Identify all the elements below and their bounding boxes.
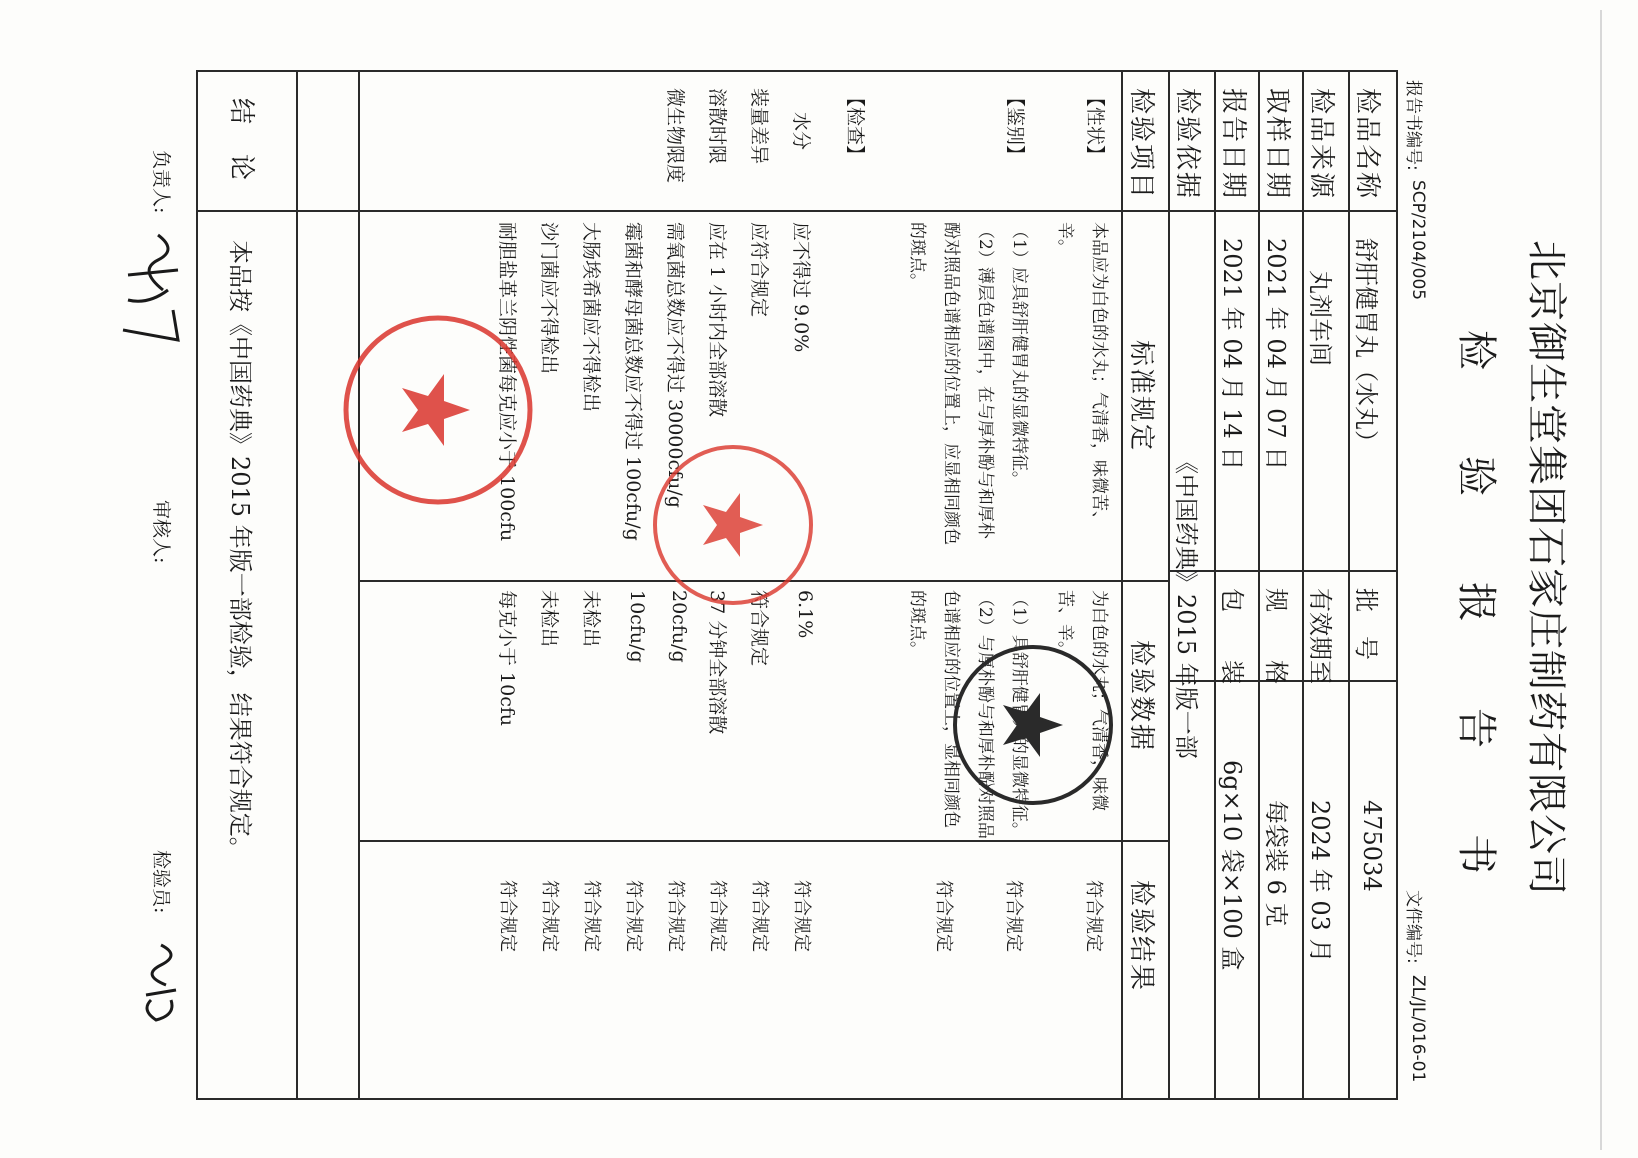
test-result: 符合规定 <box>791 880 812 952</box>
file-number-label: 文件编号: <box>1403 890 1423 964</box>
source: 丸剂车间 <box>1306 270 1334 366</box>
sample-date: 2021 年 04 月 07 日 <box>1262 238 1290 471</box>
test-standard: 需氧菌总数应不得过 30000cfu/g <box>664 222 686 508</box>
section-tests: 【检查】 <box>844 88 866 165</box>
test-data: 未检出 <box>538 590 560 648</box>
red-seal-main <box>338 310 538 510</box>
table-border-top <box>1396 70 1398 1100</box>
table-col-data <box>360 840 1170 842</box>
identification-standard-4: 的斑点。 <box>907 222 927 290</box>
sample-date-label: 取样日期 <box>1262 88 1292 201</box>
test-data: 10cfu/g <box>626 590 648 663</box>
header-item: 检验项目 <box>1126 88 1156 201</box>
table-line-row4 <box>1214 70 1216 1100</box>
character-data-2: 苦、辛。 <box>1055 590 1075 658</box>
test-standard: 应符合规定 <box>748 222 770 318</box>
character-result: 符合规定 <box>1083 880 1104 952</box>
batch-number: 475034 <box>1358 800 1386 892</box>
test-standard: 应在 1 小时内全部溶散 <box>706 222 728 418</box>
character-standard-1: 本品应为白色的水丸；气清香，味微苦、 <box>1089 222 1109 528</box>
test-data: 未检出 <box>580 590 602 648</box>
basis: 《中国药典》2015 年版一部 <box>1172 450 1200 759</box>
test-result: 符合规定 <box>623 880 644 952</box>
package-label: 包 装 <box>1218 588 1246 684</box>
table-border-bottom <box>196 70 198 1100</box>
header-standard: 标准规定 <box>1126 340 1156 453</box>
spec: 每袋装 6 克 <box>1262 800 1290 927</box>
package: 6g×10 袋×100 盒 <box>1218 760 1246 971</box>
character-data-1: 为白色的水丸；气清香，味微 <box>1089 590 1109 811</box>
document-type-title: 检 验 报 告 书 <box>1453 330 1499 876</box>
table-line-conclusion-top <box>296 70 298 1100</box>
test-result: 符合规定 <box>749 880 770 952</box>
spec-label: 规 格 <box>1262 588 1290 684</box>
identification-standard-3: 酚对照品色谱相应的位置上，应显相同颜色 <box>941 222 961 545</box>
identification-standard-2: （2）薄层色谱图中，在与厚朴酚与和厚朴 <box>975 222 995 539</box>
table-line-header <box>1121 70 1123 1100</box>
identification-data-3: 色谱相应的位置上，显相同颜色 <box>941 590 961 828</box>
identification-data-2: （2）与厚朴酚与和厚朴酚对照品 <box>975 590 995 839</box>
responsible-signature <box>107 230 188 350</box>
report-number: SCP/2104/005 <box>1408 180 1428 301</box>
reviewer-label: 审核人: <box>150 500 172 564</box>
table-border-left <box>198 70 1398 72</box>
identification-standard-1: （1）应具舒肝健胃丸的显微特征。 <box>1009 222 1029 488</box>
expiry-label: 有效期至 <box>1306 588 1334 684</box>
test-data: 每克小于 10cfu <box>496 590 518 727</box>
table-line-row5 <box>1168 70 1170 1100</box>
identification-result-1: 符合规定 <box>1003 880 1024 952</box>
table-col-label <box>198 210 1398 212</box>
test-data: 6.1% <box>794 590 816 639</box>
test-standard: 沙门菌应不得检出 <box>538 222 560 375</box>
test-data: 20cfu/g <box>668 590 690 663</box>
test-result: 符合规定 <box>665 880 686 952</box>
table-line-row1 <box>1348 70 1350 1100</box>
table-line-body-end <box>358 70 360 1100</box>
responsible-label: 负责人: <box>150 150 172 214</box>
header-result: 检验结果 <box>1126 880 1156 993</box>
file-number: ZL/JL/016-01 <box>1408 975 1428 1083</box>
test-result: 符合规定 <box>539 880 560 952</box>
test-data: 37 分钟全部溶散 <box>706 590 728 735</box>
source-label: 检品来源 <box>1306 88 1336 201</box>
section-identification: 【鉴别】 <box>1004 88 1026 165</box>
test-result: 符合规定 <box>497 880 518 952</box>
batch-label: 批 号 <box>1352 588 1380 660</box>
inspector-signature <box>132 940 186 1030</box>
report-date-label: 报告日期 <box>1218 88 1248 201</box>
header-data: 检验数据 <box>1126 640 1156 753</box>
conclusion-text: 本品按《中国药典》2015 年版一部检验，结果符合规定。 <box>226 240 254 861</box>
test-standard: 大肠埃希菌应不得检出 <box>580 222 602 413</box>
test-item: 水分 <box>790 112 812 151</box>
test-data: 符合规定 <box>748 590 770 667</box>
table-line-row2 <box>1302 70 1304 1100</box>
test-result: 符合规定 <box>581 880 602 952</box>
section-character: 【性状】 <box>1084 88 1106 165</box>
sample-name-label: 检品名称 <box>1352 88 1382 201</box>
sample-name: 舒肝健胃丸（水丸） <box>1352 238 1380 454</box>
red-seal-top <box>648 440 818 610</box>
report-number-label: 报告书编号: <box>1403 80 1423 171</box>
inspector-label: 检验员: <box>150 850 172 914</box>
identification-result-2: 符合规定 <box>933 880 954 952</box>
expiry-date: 2024 年 03 月 <box>1306 800 1334 963</box>
test-item: 溶散时限 <box>706 88 728 165</box>
table-line-row3 <box>1258 70 1260 1100</box>
basis-label: 检验依据 <box>1172 88 1202 201</box>
conclusion-label: 结 论 <box>226 98 256 183</box>
test-item: 微生物限度 <box>664 88 686 184</box>
test-item: 装量差异 <box>748 88 770 165</box>
company-title: 北京御生堂集团石家庄制药有限公司 <box>1523 240 1569 896</box>
test-standard: 应不得过 9.0% <box>790 222 812 353</box>
test-result: 符合规定 <box>707 880 728 952</box>
test-standard: 耐胆盐革兰阴性菌每克应小于 100cfu <box>496 222 518 542</box>
report-date: 2021 年 04 月 14 日 <box>1218 238 1246 471</box>
inspection-seal <box>948 640 1118 810</box>
identification-data-4: 的斑点。 <box>907 590 927 658</box>
table-border-right <box>198 1098 1398 1100</box>
character-standard-2: 辛。 <box>1055 222 1075 256</box>
test-standard: 霉菌和酵母菌总数应不得过 100cfu/g <box>622 222 644 541</box>
